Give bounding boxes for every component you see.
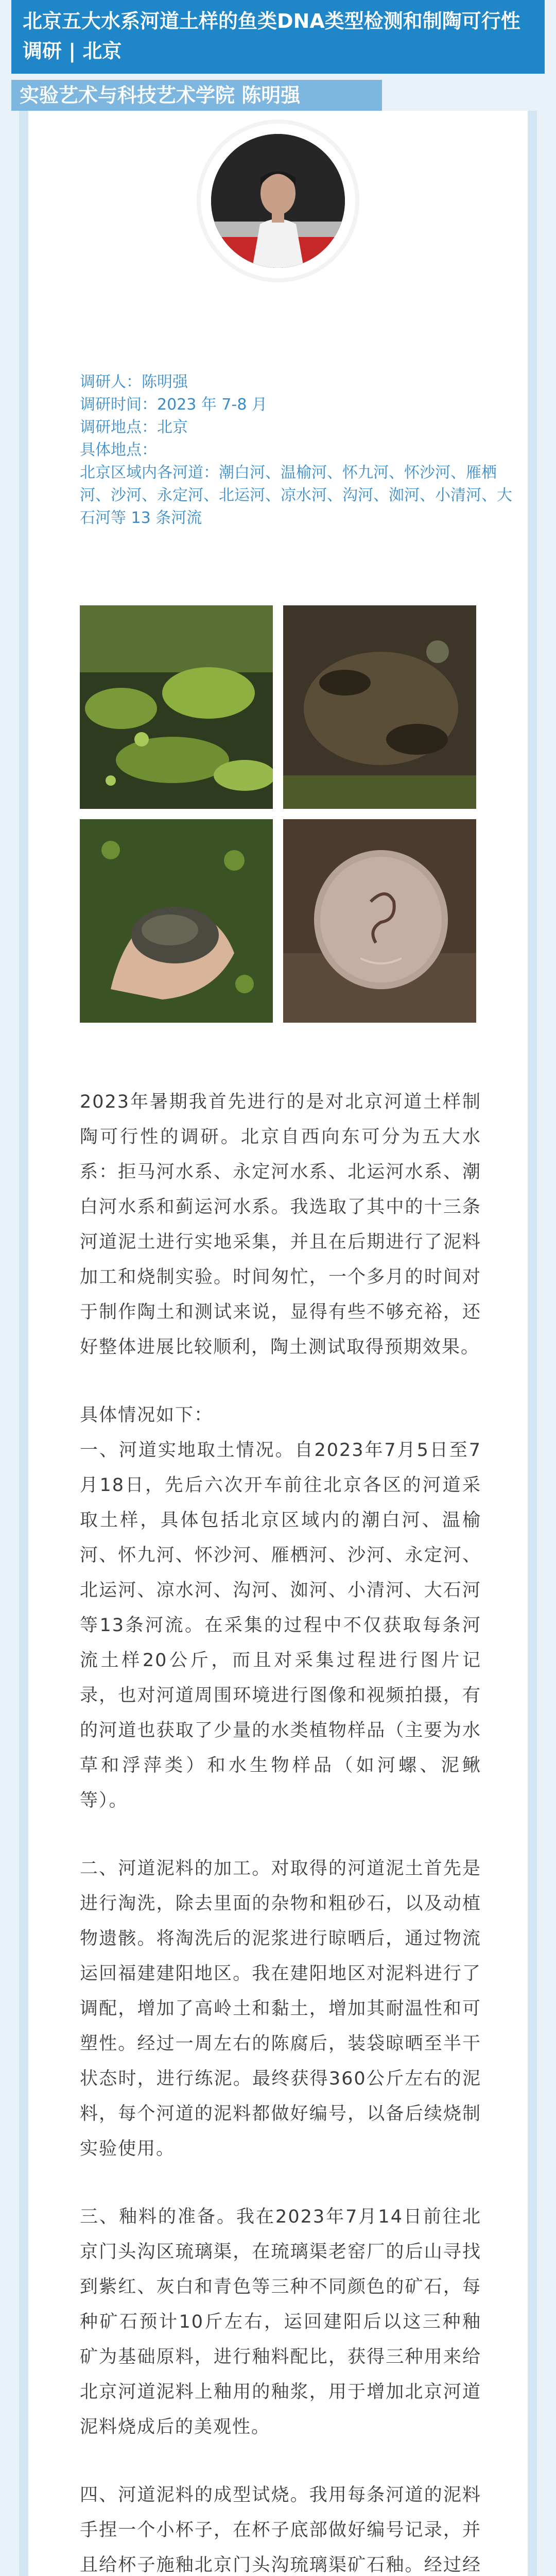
research-info [80,371,517,530]
page-title: 北京五大水系河道土样的鱼类DNA类型检测和制陶可行性调研 | 北京 [23,10,520,62]
photo-hand-with-clay [80,819,273,1023]
section-1-paragraph: 一、河道实地取土情况。自2023年7月5日至7月18日，先后六次开车前往北京各区的河道采取土样，具体包括北京区域内的潮白河、温榆河、怀九河、怀沙河、雁栖河、沙河、永定河、北运河、凉水河、沟河、洳河、小清河、大石河等13条河流。在采集的过程中不仅获取每条河流土样20公斤，而且对采集过程进行图片记录，也对河道周围环境进行图像和视频拍摄，有的河道也获取了少量的水类植物样品（主要为水草和浮萍类）和水生物样品（如河螺、泥鳅等）。 [80,1440,481,1811]
section-3-paragraph: 三、釉料的准备。我在2023年7月14日前往北京门头沟区琉璃渠，在琉璃渠老窑厂的后山寻找到紫红、灰白和青色等三种不同颜色的矿石，每种矿石预计10斤左右，运回建阳后以这三种釉矿为基础原料，进行釉料配比，获得三种用来给北京河道泥料上釉用的釉浆，用于增加北京河道泥料烧成后的美观性。 [80,2207,481,2437]
avatar [211,134,345,268]
detail-text: 北京区域内各河道：潮白河、温榆河、怀九河、怀沙河、雁栖河、沙河、永定河、北运河、凉水河、沟河、洳河、小清河、大石河等 13 条河流 [80,464,512,527]
researcher-line: 调研人：陈明强 [80,373,188,391]
author-banner [11,80,382,111]
details-title: 具体情况如下： [80,1405,214,1426]
photo-grid [80,605,476,1023]
photo-duckweed [80,605,273,809]
time-line: 调研时间：2023 年 7-8 月 [80,396,267,414]
right-border-strip [528,111,537,2576]
intro-paragraph: 2023年暑期我首先进行的是对北京河道土样制陶可行性的调研。北京自西向东可分为五大水系：拒马河水系、永定河水系、北运河水系、潮白河水系和蓟运河水系。我选取了其中的十三条河道泥土进行实地采集，并且在后期进行了泥料加工和烧制实验。时间匆忙，一个多月的时间对于制作陶土和测试来说，显得有些不够充裕，还好整体进展比较顺利，陶土测试取得预期效果。 [80,1092,481,1358]
article-body [80,1084,481,2576]
author-label: 实验艺术与科技艺术学院 陈明强 [20,84,301,107]
avatar-frame [201,124,355,278]
photo-riverbank-soil [283,605,476,809]
location-line: 调研地点：北京 [80,418,188,436]
title-banner [11,0,545,74]
left-border-strip [19,111,28,2576]
section-4-paragraph: 四、河道泥料的成型试烧。我用每条河道的泥料手捏一个小杯子，在杯子底部做好编号记录，并且给杯子施釉北京门头沟琉璃渠矿石釉。经过经 [80,2485,481,2575]
section-2-paragraph: 二、河道泥料的加工。对取得的河道泥土首先是进行淘洗，除去里面的杂物和粗砂石，以及动植物遗骸。将淘洗后的泥浆进行晾晒后，通过物流运回福建建阳地区。我在建阳地区对泥料进行了调配，增加了高岭土和黏土，增加其耐温性和可塑性。经过一周左右的陈腐后，装袋晾晒至半干状态时，进行练泥。最终获得360公斤左右的泥料，每个河道的泥料都做好编号，以备后续烧制实验使用。 [80,1858,481,2159]
detail-title: 具体地点： [80,441,157,459]
avatar-portrait-image [211,134,345,268]
photo-clay-disc [283,819,476,1023]
